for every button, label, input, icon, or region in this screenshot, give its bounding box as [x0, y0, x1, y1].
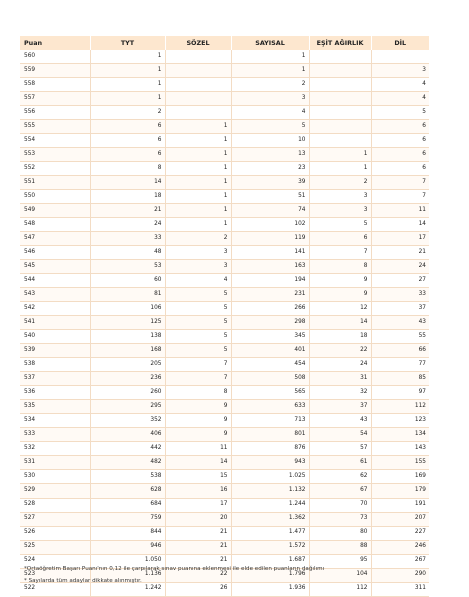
- cell-sayisal: 876: [231, 442, 309, 456]
- cell-dil: 3: [371, 64, 429, 78]
- cell-dil: 227: [371, 526, 429, 540]
- cell-sozel: 2: [165, 232, 231, 246]
- cell-sozel: [165, 64, 231, 78]
- cell-sayisal: 1: [231, 50, 309, 64]
- cell-puan: 557: [20, 92, 90, 106]
- cell-puan: 549: [20, 204, 90, 218]
- table-row: [20, 176, 429, 190]
- cell-dil: 4: [371, 92, 429, 106]
- cell-tyt: 1: [90, 78, 165, 92]
- cell-sayisal: 119: [231, 232, 309, 246]
- cell-sozel: 26: [165, 582, 231, 596]
- table-row: [20, 456, 429, 470]
- cell-sozel: 1: [165, 120, 231, 134]
- cell-tyt: 1: [90, 92, 165, 106]
- table-row: [20, 232, 429, 246]
- cell-puan: 545: [20, 260, 90, 274]
- cell-sayisal: 23: [231, 162, 309, 176]
- cell-dil: 5: [371, 106, 429, 120]
- cell-sozel: 5: [165, 316, 231, 330]
- cell-puan: 528: [20, 498, 90, 512]
- table-row: [20, 106, 429, 120]
- cell-sayisal: 565: [231, 386, 309, 400]
- cell-puan: 556: [20, 106, 90, 120]
- cell-dil: 7: [371, 190, 429, 204]
- cell-sayisal: 231: [231, 288, 309, 302]
- cell-sozel: 5: [165, 288, 231, 302]
- cell-dil: 6: [371, 162, 429, 176]
- cell-sayisal: 1.936: [231, 582, 309, 596]
- cell-sozel: 11: [165, 442, 231, 456]
- cell-tyt: 684: [90, 498, 165, 512]
- cell-sayisal: 633: [231, 400, 309, 414]
- cell-sozel: 3: [165, 260, 231, 274]
- cell-puan: 530: [20, 470, 90, 484]
- cell-sozel: 9: [165, 414, 231, 428]
- cell-sayisal: 1.132: [231, 484, 309, 498]
- cell-tyt: 6: [90, 120, 165, 134]
- cell-dil: 246: [371, 540, 429, 554]
- column-header-puan: Puan: [20, 36, 90, 50]
- cell-tyt: 442: [90, 442, 165, 456]
- cell-puan: 525: [20, 540, 90, 554]
- cell-esit-agirlik: 22: [309, 344, 371, 358]
- cell-sozel: 21: [165, 554, 231, 568]
- cell-sozel: 1: [165, 134, 231, 148]
- cell-sayisal: 1.362: [231, 512, 309, 526]
- cell-esit-agirlik: 31: [309, 372, 371, 386]
- cell-esit-agirlik: 14: [309, 316, 371, 330]
- cell-puan: 551: [20, 176, 90, 190]
- cell-tyt: 628: [90, 484, 165, 498]
- cell-dil: 11: [371, 204, 429, 218]
- cell-sayisal: 1.477: [231, 526, 309, 540]
- cell-sozel: [165, 106, 231, 120]
- cell-puan: 550: [20, 190, 90, 204]
- cell-esit-agirlik: 12: [309, 302, 371, 316]
- cell-puan: 543: [20, 288, 90, 302]
- cell-esit-agirlik: [309, 50, 371, 64]
- table-row: [20, 316, 429, 330]
- table-row: [20, 428, 429, 442]
- cell-sozel: 16: [165, 484, 231, 498]
- cell-dil: 6: [371, 134, 429, 148]
- footnote-calculation: *Ortaöğretim Başarı Puanı'nın 0,12 ile çarpılarak sınav puanına eklenmesi ile elde edilen puanların dağılımı: [24, 566, 325, 572]
- cell-tyt: 33: [90, 232, 165, 246]
- cell-puan: 542: [20, 302, 90, 316]
- cell-tyt: 538: [90, 470, 165, 484]
- cell-esit-agirlik: 43: [309, 414, 371, 428]
- cell-sozel: 17: [165, 498, 231, 512]
- cell-dil: 123: [371, 414, 429, 428]
- cell-sozel: 21: [165, 526, 231, 540]
- table-row: [20, 190, 429, 204]
- cell-tyt: 1.136: [90, 568, 165, 582]
- cell-tyt: 295: [90, 400, 165, 414]
- table-row: [20, 344, 429, 358]
- cell-dil: 191: [371, 498, 429, 512]
- table-row: [20, 302, 429, 316]
- cell-puan: 531: [20, 456, 90, 470]
- cell-puan: 538: [20, 358, 90, 372]
- table-header: [20, 36, 429, 50]
- cell-puan: 524: [20, 554, 90, 568]
- cell-dil: 97: [371, 386, 429, 400]
- cell-dil: 311: [371, 582, 429, 596]
- cell-sozel: 7: [165, 372, 231, 386]
- cell-sayisal: 401: [231, 344, 309, 358]
- cell-tyt: 1.242: [90, 582, 165, 596]
- table-row: [20, 64, 429, 78]
- table-row: [20, 400, 429, 414]
- cell-tyt: 21: [90, 204, 165, 218]
- cell-sozel: 22: [165, 568, 231, 582]
- cell-dil: 112: [371, 400, 429, 414]
- cell-sozel: 1: [165, 148, 231, 162]
- cell-dil: [371, 50, 429, 64]
- cell-tyt: 168: [90, 344, 165, 358]
- cell-sozel: 5: [165, 344, 231, 358]
- cell-tyt: 125: [90, 316, 165, 330]
- table-row: [20, 162, 429, 176]
- table-row: [20, 498, 429, 512]
- cell-sozel: 9: [165, 400, 231, 414]
- cell-esit-agirlik: [309, 78, 371, 92]
- cell-dil: 6: [371, 120, 429, 134]
- cell-tyt: 81: [90, 288, 165, 302]
- column-header-sozel: SÖZEL: [165, 36, 231, 50]
- cell-esit-agirlik: 6: [309, 232, 371, 246]
- cell-sayisal: 1.572: [231, 540, 309, 554]
- cell-tyt: 60: [90, 274, 165, 288]
- cell-tyt: 946: [90, 540, 165, 554]
- cell-dil: 290: [371, 568, 429, 582]
- cell-tyt: 2: [90, 106, 165, 120]
- cell-sozel: 1: [165, 204, 231, 218]
- cell-tyt: 6: [90, 134, 165, 148]
- cell-sayisal: 298: [231, 316, 309, 330]
- cell-puan: 541: [20, 316, 90, 330]
- cell-sozel: 1: [165, 218, 231, 232]
- cell-sayisal: 345: [231, 330, 309, 344]
- cell-sozel: [165, 50, 231, 64]
- table-row: [20, 288, 429, 302]
- cell-puan: 537: [20, 372, 90, 386]
- table-row: [20, 260, 429, 274]
- cell-dil: 179: [371, 484, 429, 498]
- cell-puan: 552: [20, 162, 90, 176]
- cell-esit-agirlik: [309, 120, 371, 134]
- cell-puan: 554: [20, 134, 90, 148]
- cell-esit-agirlik: 3: [309, 204, 371, 218]
- cell-sozel: 1: [165, 162, 231, 176]
- cell-puan: 553: [20, 148, 90, 162]
- cell-esit-agirlik: 9: [309, 274, 371, 288]
- cell-dil: 43: [371, 316, 429, 330]
- cell-dil: 85: [371, 372, 429, 386]
- cell-dil: 24: [371, 260, 429, 274]
- table-row: [20, 274, 429, 288]
- cell-sozel: 1: [165, 190, 231, 204]
- cell-sayisal: 74: [231, 204, 309, 218]
- cell-esit-agirlik: 1: [309, 162, 371, 176]
- cell-puan: 546: [20, 246, 90, 260]
- cell-esit-agirlik: 61: [309, 456, 371, 470]
- header-row: [20, 36, 429, 50]
- cell-tyt: 236: [90, 372, 165, 386]
- cell-sozel: 15: [165, 470, 231, 484]
- cell-dil: 267: [371, 554, 429, 568]
- cell-puan: 534: [20, 414, 90, 428]
- table-row: [20, 470, 429, 484]
- cell-sayisal: 1.796: [231, 568, 309, 582]
- cell-esit-agirlik: 7: [309, 246, 371, 260]
- cell-tyt: 759: [90, 512, 165, 526]
- table-row: [20, 512, 429, 526]
- column-header-dil: DİL: [371, 36, 429, 50]
- cell-tyt: 24: [90, 218, 165, 232]
- cell-puan: 560: [20, 50, 90, 64]
- cell-sozel: [165, 78, 231, 92]
- cell-puan: 540: [20, 330, 90, 344]
- cell-puan: 533: [20, 428, 90, 442]
- cell-dil: 21: [371, 246, 429, 260]
- cell-esit-agirlik: 3: [309, 190, 371, 204]
- cell-tyt: 8: [90, 162, 165, 176]
- cell-esit-agirlik: 104: [309, 568, 371, 582]
- cell-esit-agirlik: 32: [309, 386, 371, 400]
- cell-tyt: 48: [90, 246, 165, 260]
- cell-esit-agirlik: 88: [309, 540, 371, 554]
- cell-sayisal: 2: [231, 78, 309, 92]
- table-row: [20, 120, 429, 134]
- cell-tyt: 14: [90, 176, 165, 190]
- cell-sozel: 5: [165, 302, 231, 316]
- table-row: [20, 372, 429, 386]
- cell-sayisal: 713: [231, 414, 309, 428]
- table-row: [20, 386, 429, 400]
- cell-tyt: 352: [90, 414, 165, 428]
- cell-sozel: 21: [165, 540, 231, 554]
- cell-dil: 6: [371, 148, 429, 162]
- cell-esit-agirlik: 57: [309, 442, 371, 456]
- cell-puan: 539: [20, 344, 90, 358]
- cell-puan: 535: [20, 400, 90, 414]
- cell-dil: 55: [371, 330, 429, 344]
- cell-dil: 17: [371, 232, 429, 246]
- column-header-sayisal: SAYISAL: [231, 36, 309, 50]
- cell-sozel: 4: [165, 274, 231, 288]
- cell-sozel: 9: [165, 428, 231, 442]
- cell-dil: 4: [371, 78, 429, 92]
- cell-sayisal: 943: [231, 456, 309, 470]
- cell-sozel: 14: [165, 456, 231, 470]
- cell-esit-agirlik: [309, 92, 371, 106]
- table-row: [20, 414, 429, 428]
- cell-sayisal: 194: [231, 274, 309, 288]
- cell-puan: 548: [20, 218, 90, 232]
- cell-tyt: 1.050: [90, 554, 165, 568]
- cell-dil: 207: [371, 512, 429, 526]
- cell-dil: 27: [371, 274, 429, 288]
- cell-sozel: 20: [165, 512, 231, 526]
- footnote-all-candidates: * Sayılarda tüm adaylar dikkate alınmıştır.: [24, 578, 142, 584]
- cell-sayisal: 1.025: [231, 470, 309, 484]
- table-row: [20, 246, 429, 260]
- cell-sayisal: 1: [231, 64, 309, 78]
- cell-esit-agirlik: 62: [309, 470, 371, 484]
- cell-sayisal: 102: [231, 218, 309, 232]
- cell-puan: 526: [20, 526, 90, 540]
- cell-esit-agirlik: [309, 64, 371, 78]
- cell-sozel: [165, 92, 231, 106]
- cell-sayisal: 10: [231, 134, 309, 148]
- table-row: [20, 148, 429, 162]
- cell-sozel: 5: [165, 330, 231, 344]
- cell-sayisal: 3: [231, 92, 309, 106]
- cell-esit-agirlik: 18: [309, 330, 371, 344]
- cell-esit-agirlik: 67: [309, 484, 371, 498]
- table-row: [20, 50, 429, 64]
- cell-sayisal: 51: [231, 190, 309, 204]
- cell-esit-agirlik: [309, 134, 371, 148]
- cell-esit-agirlik: 112: [309, 582, 371, 596]
- cell-esit-agirlik: [309, 106, 371, 120]
- cell-esit-agirlik: 95: [309, 554, 371, 568]
- column-header-tyt: TYT: [90, 36, 165, 50]
- cell-tyt: 406: [90, 428, 165, 442]
- table-row: [20, 540, 429, 554]
- cell-sozel: 8: [165, 386, 231, 400]
- table-row: [20, 442, 429, 456]
- cell-tyt: 138: [90, 330, 165, 344]
- cell-dil: 169: [371, 470, 429, 484]
- cell-dil: 33: [371, 288, 429, 302]
- cell-esit-agirlik: 5: [309, 218, 371, 232]
- column-header-esit-agirlik: EŞİT AĞIRLIK: [309, 36, 371, 50]
- cell-tyt: 844: [90, 526, 165, 540]
- cell-dil: 7: [371, 176, 429, 190]
- cell-sozel: 7: [165, 358, 231, 372]
- cell-dil: 14: [371, 218, 429, 232]
- cell-esit-agirlik: 8: [309, 260, 371, 274]
- cell-dil: 66: [371, 344, 429, 358]
- cell-puan: 529: [20, 484, 90, 498]
- cell-esit-agirlik: 9: [309, 288, 371, 302]
- cell-dil: 143: [371, 442, 429, 456]
- cell-puan: 532: [20, 442, 90, 456]
- cell-esit-agirlik: 1: [309, 148, 371, 162]
- table-row: [20, 526, 429, 540]
- cell-sayisal: 141: [231, 246, 309, 260]
- cell-sayisal: 801: [231, 428, 309, 442]
- cell-puan: 523: [20, 568, 90, 582]
- cell-dil: 134: [371, 428, 429, 442]
- cell-dil: 77: [371, 358, 429, 372]
- cell-esit-agirlik: 37: [309, 400, 371, 414]
- cell-puan: 558: [20, 78, 90, 92]
- cell-esit-agirlik: 80: [309, 526, 371, 540]
- score-distribution-table: [20, 36, 429, 597]
- cell-puan: 522: [20, 582, 90, 596]
- table-body: [20, 50, 429, 596]
- cell-sozel: 1: [165, 176, 231, 190]
- cell-sayisal: 163: [231, 260, 309, 274]
- cell-sayisal: 5: [231, 120, 309, 134]
- table-row: [20, 204, 429, 218]
- cell-esit-agirlik: 70: [309, 498, 371, 512]
- cell-sayisal: 1.687: [231, 554, 309, 568]
- cell-sayisal: 454: [231, 358, 309, 372]
- cell-sayisal: 1.244: [231, 498, 309, 512]
- cell-puan: 536: [20, 386, 90, 400]
- cell-sayisal: 13: [231, 148, 309, 162]
- cell-puan: 544: [20, 274, 90, 288]
- cell-esit-agirlik: 54: [309, 428, 371, 442]
- table-row: [20, 484, 429, 498]
- cell-esit-agirlik: 24: [309, 358, 371, 372]
- cell-sayisal: 266: [231, 302, 309, 316]
- cell-tyt: 18: [90, 190, 165, 204]
- cell-sayisal: 508: [231, 372, 309, 386]
- cell-tyt: 1: [90, 64, 165, 78]
- cell-tyt: 53: [90, 260, 165, 274]
- cell-tyt: 6: [90, 148, 165, 162]
- table-row: [20, 134, 429, 148]
- table-row: [20, 330, 429, 344]
- table-row: [20, 78, 429, 92]
- cell-puan: 555: [20, 120, 90, 134]
- table-row: [20, 92, 429, 106]
- cell-dil: 37: [371, 302, 429, 316]
- cell-sozel: 3: [165, 246, 231, 260]
- footnotes: [24, 563, 324, 587]
- table-row: [20, 358, 429, 372]
- cell-puan: 547: [20, 232, 90, 246]
- cell-dil: 155: [371, 456, 429, 470]
- cell-esit-agirlik: 2: [309, 176, 371, 190]
- score-distribution-table-container: [20, 36, 429, 597]
- cell-esit-agirlik: 73: [309, 512, 371, 526]
- cell-sayisal: 4: [231, 106, 309, 120]
- cell-tyt: 205: [90, 358, 165, 372]
- cell-tyt: 106: [90, 302, 165, 316]
- cell-tyt: 1: [90, 50, 165, 64]
- cell-puan: 527: [20, 512, 90, 526]
- cell-tyt: 260: [90, 386, 165, 400]
- cell-sayisal: 39: [231, 176, 309, 190]
- cell-puan: 559: [20, 64, 90, 78]
- table-row: [20, 218, 429, 232]
- cell-tyt: 482: [90, 456, 165, 470]
